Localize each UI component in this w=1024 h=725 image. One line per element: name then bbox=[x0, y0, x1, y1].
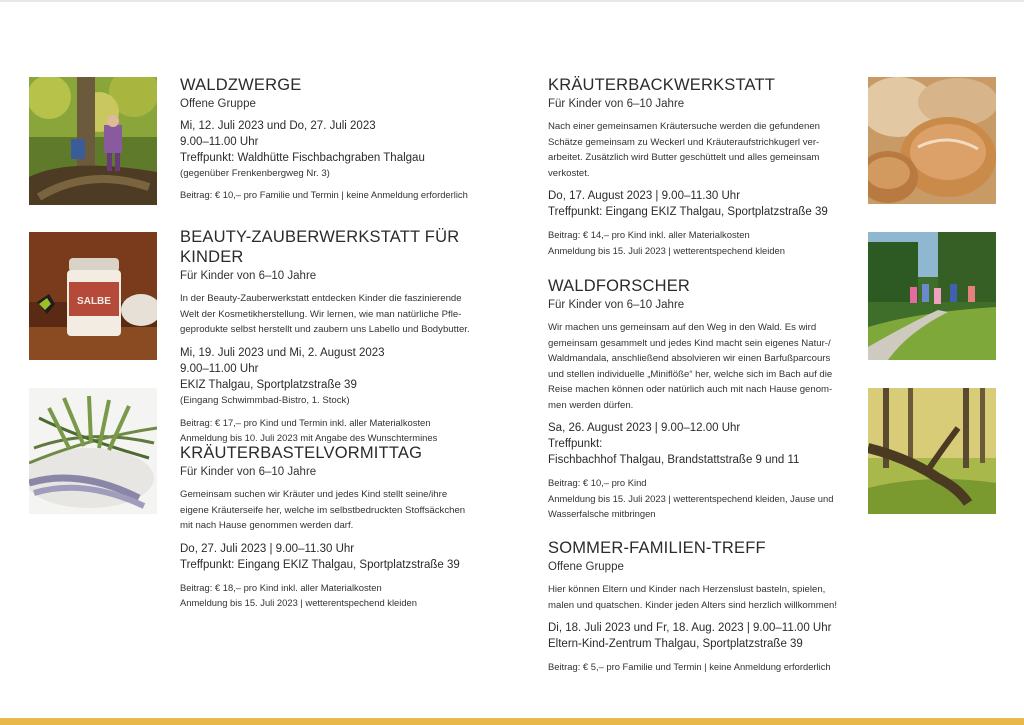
event-fee-line: Wasserfalsche mitbringen bbox=[548, 508, 656, 519]
event-title: SOMMER-FAMILIEN-TREFF bbox=[548, 539, 766, 557]
event-sommer-familien-treff bbox=[548, 538, 858, 675]
event-title: WALDZWERGE bbox=[180, 76, 302, 94]
event-fee-line: Anmeldung bis 10. Juli 2023 mit Angabe des Wunschtermines bbox=[180, 432, 438, 443]
event-title: BEAUTY-ZAUBERWERKSTATT FÜR KINDER bbox=[180, 228, 460, 266]
event-fee-line: Anmeldung bis 15. Juli 2023 | wetterentspechend kleiden bbox=[548, 244, 785, 256]
event-desc-line: men werden dürfen. bbox=[548, 399, 634, 411]
event-place: Treffpunkt: Waldhütte Fischbachgraben Thalgau bbox=[180, 152, 425, 164]
event-desc-line: Wir machen uns gemeinsam auf den Weg in den Wald. Es wird bbox=[548, 322, 817, 333]
event-place-note: (Eingang Schwimmbad-Bistro, 1. Stock) bbox=[180, 394, 350, 406]
event-fee-line: Anmeldung bis 15. Juli 2023 | wetterentspechend kleiden, Jause und bbox=[548, 492, 834, 504]
event-desc-line: und stellen individuelle „Miniflöße“ her, welche sich im Bach auf die bbox=[548, 368, 833, 380]
event-place: Treffpunkt: Eingang EKIZ Thalgau, Sportplatzstraße 39 bbox=[548, 206, 828, 218]
event-waldzwerge bbox=[180, 75, 490, 203]
event-fee-line: Beitrag: € 14,– pro Kind inkl. aller Materialkosten bbox=[548, 229, 750, 240]
event-subtitle: Für Kinder von 6–10 Jahre bbox=[180, 466, 317, 478]
event-subtitle: Für Kinder von 6–10 Jahre bbox=[180, 270, 317, 282]
event-beauty bbox=[180, 227, 490, 446]
event-place: Eltern-Kind-Zentrum Thalgau, Sportplatzstraße 39 bbox=[548, 638, 803, 650]
event-date: Do, 17. August 2023 | 9.00–11.30 Uhr bbox=[548, 190, 741, 202]
event-time: 9.00–11.00 Uhr bbox=[180, 136, 259, 148]
event-desc-line: Schätze gemeinsam zu Weckerl und Kräuteraufstrichkugerl ver- bbox=[548, 136, 820, 148]
event-desc-line: geprodukte selbst herstellt und zaubern uns Labello und Bodybutter. bbox=[180, 324, 470, 335]
event-title: KRÄUTERBASTELVORMITTAG bbox=[180, 444, 423, 462]
event-desc-line: Welt der Kosmetikherstellung. Wir lernen, wie man natürliche Pfle- bbox=[180, 308, 462, 320]
event-date: Do, 27. Juli 2023 | 9.00–11.30 Uhr bbox=[180, 542, 355, 555]
top-divider bbox=[0, 0, 1024, 2]
event-desc-line: Nach einer gemeinsamen Kräutersuche werden die gefundenen bbox=[548, 121, 820, 132]
event-subtitle: Für Kinder von 6–10 Jahre bbox=[548, 299, 685, 311]
event-time: 9.00–11.00 Uhr bbox=[180, 362, 259, 375]
event-subtitle: Für Kinder von 6–10 Jahre bbox=[548, 98, 685, 110]
event-title: WALDFORSCHER bbox=[548, 277, 691, 295]
event-fee-line: Beitrag: € 5,– pro Familie und Termin | keine Anmeldung erforderlich bbox=[548, 661, 831, 672]
event-desc-line: gemeinsam gesammelt und jedes Kind macht sein eigenes Natur-/ bbox=[548, 337, 831, 349]
event-desc-line: arbeitet. Zusätzlich wird Butter geschüttelt und alles gemeinsam bbox=[548, 152, 820, 163]
photo-salve-jar bbox=[29, 232, 157, 360]
event-date: Mi, 19. Juli 2023 und Mi, 2. August 2023 bbox=[180, 346, 385, 359]
event-place: Fischbachhof Thalgau, Brandstattstraße 9 und 11 bbox=[548, 454, 800, 466]
event-place-label: Treffpunkt: bbox=[548, 438, 603, 450]
event-place: EKIZ Thalgau, Sportplatzstraße 39 bbox=[180, 378, 357, 391]
photo-forest-tree bbox=[868, 388, 996, 514]
event-fee-line: Anmeldung bis 15. Juli 2023 | wetterentspechend kleiden bbox=[180, 597, 417, 608]
event-desc-line: mit nach Hause genommen werden darf. bbox=[180, 520, 354, 531]
event-desc-line: eigene Kräuterseife her, welche im selbstbedruckten Stoffsäckchen bbox=[180, 504, 466, 516]
event-date: Di, 18. Juli 2023 und Fr, 18. Aug. 2023 | 9.00–11.00 Uhr bbox=[548, 622, 832, 634]
event-place: Treffpunkt: Eingang EKIZ Thalgau, Sportplatzstraße 39 bbox=[180, 558, 460, 571]
event-desc-line: malen und quatschen. Kinder jeden Alters sind herzlich willkommen! bbox=[548, 599, 838, 611]
event-date: Mi, 12. Juli 2023 und Do, 27. Juli 2023 bbox=[180, 120, 376, 132]
salve-label-text: SALBE bbox=[77, 296, 111, 307]
event-desc-line: Hier können Eltern und Kinder nach Herzenslust basteln, spielen, bbox=[548, 584, 826, 595]
bottom-accent-bar bbox=[0, 718, 1024, 725]
event-fee-line: Beitrag: € 17,– pro Kind und Termin inkl. aller Materialkosten bbox=[180, 416, 431, 428]
event-desc-line: Gemeinsam suchen wir Kräuter und jedes Kind stellt seine/ihre bbox=[180, 489, 448, 500]
event-fee-line: Beitrag: € 18,– pro Kind inkl. aller Materialkosten bbox=[180, 581, 382, 593]
event-desc-line: verkostet. bbox=[548, 167, 590, 179]
event-date: Sa, 26. August 2023 | 9.00–12.00 Uhr bbox=[548, 422, 741, 434]
photo-herbs-lavender bbox=[29, 388, 157, 514]
event-waldforscher bbox=[548, 276, 858, 522]
event-title: KRÄUTERBACKWERKSTATT bbox=[548, 76, 776, 94]
event-desc-line: In der Beauty-Zauberwerkstatt entdecken Kinder die faszinierende bbox=[180, 293, 462, 304]
event-kraeuterbastel bbox=[180, 443, 490, 611]
event-desc-line: Waldmandala, anschließend absolvieren wir einen Barfußparcours bbox=[548, 353, 831, 364]
photo-children-climbing-tree bbox=[29, 77, 157, 205]
photo-children-walking-path bbox=[868, 232, 996, 360]
event-place-note: (gegenüber Frenkenbergweg Nr. 3) bbox=[180, 168, 330, 179]
event-subtitle: Offene Gruppe bbox=[548, 561, 624, 573]
event-subtitle: Offene Gruppe bbox=[180, 98, 256, 110]
photo-bread-rolls bbox=[868, 77, 996, 204]
event-fee-line: Beitrag: € 10,– pro Kind bbox=[548, 477, 647, 488]
event-fee-line: Beitrag: € 10,– pro Familie und Termin | keine Anmeldung erforderlich bbox=[180, 189, 468, 200]
event-kraeuterbackwerkstatt bbox=[548, 75, 858, 258]
event-desc-line: Reise machen können oder natürlich auch mit nach Hause genom- bbox=[548, 384, 833, 395]
